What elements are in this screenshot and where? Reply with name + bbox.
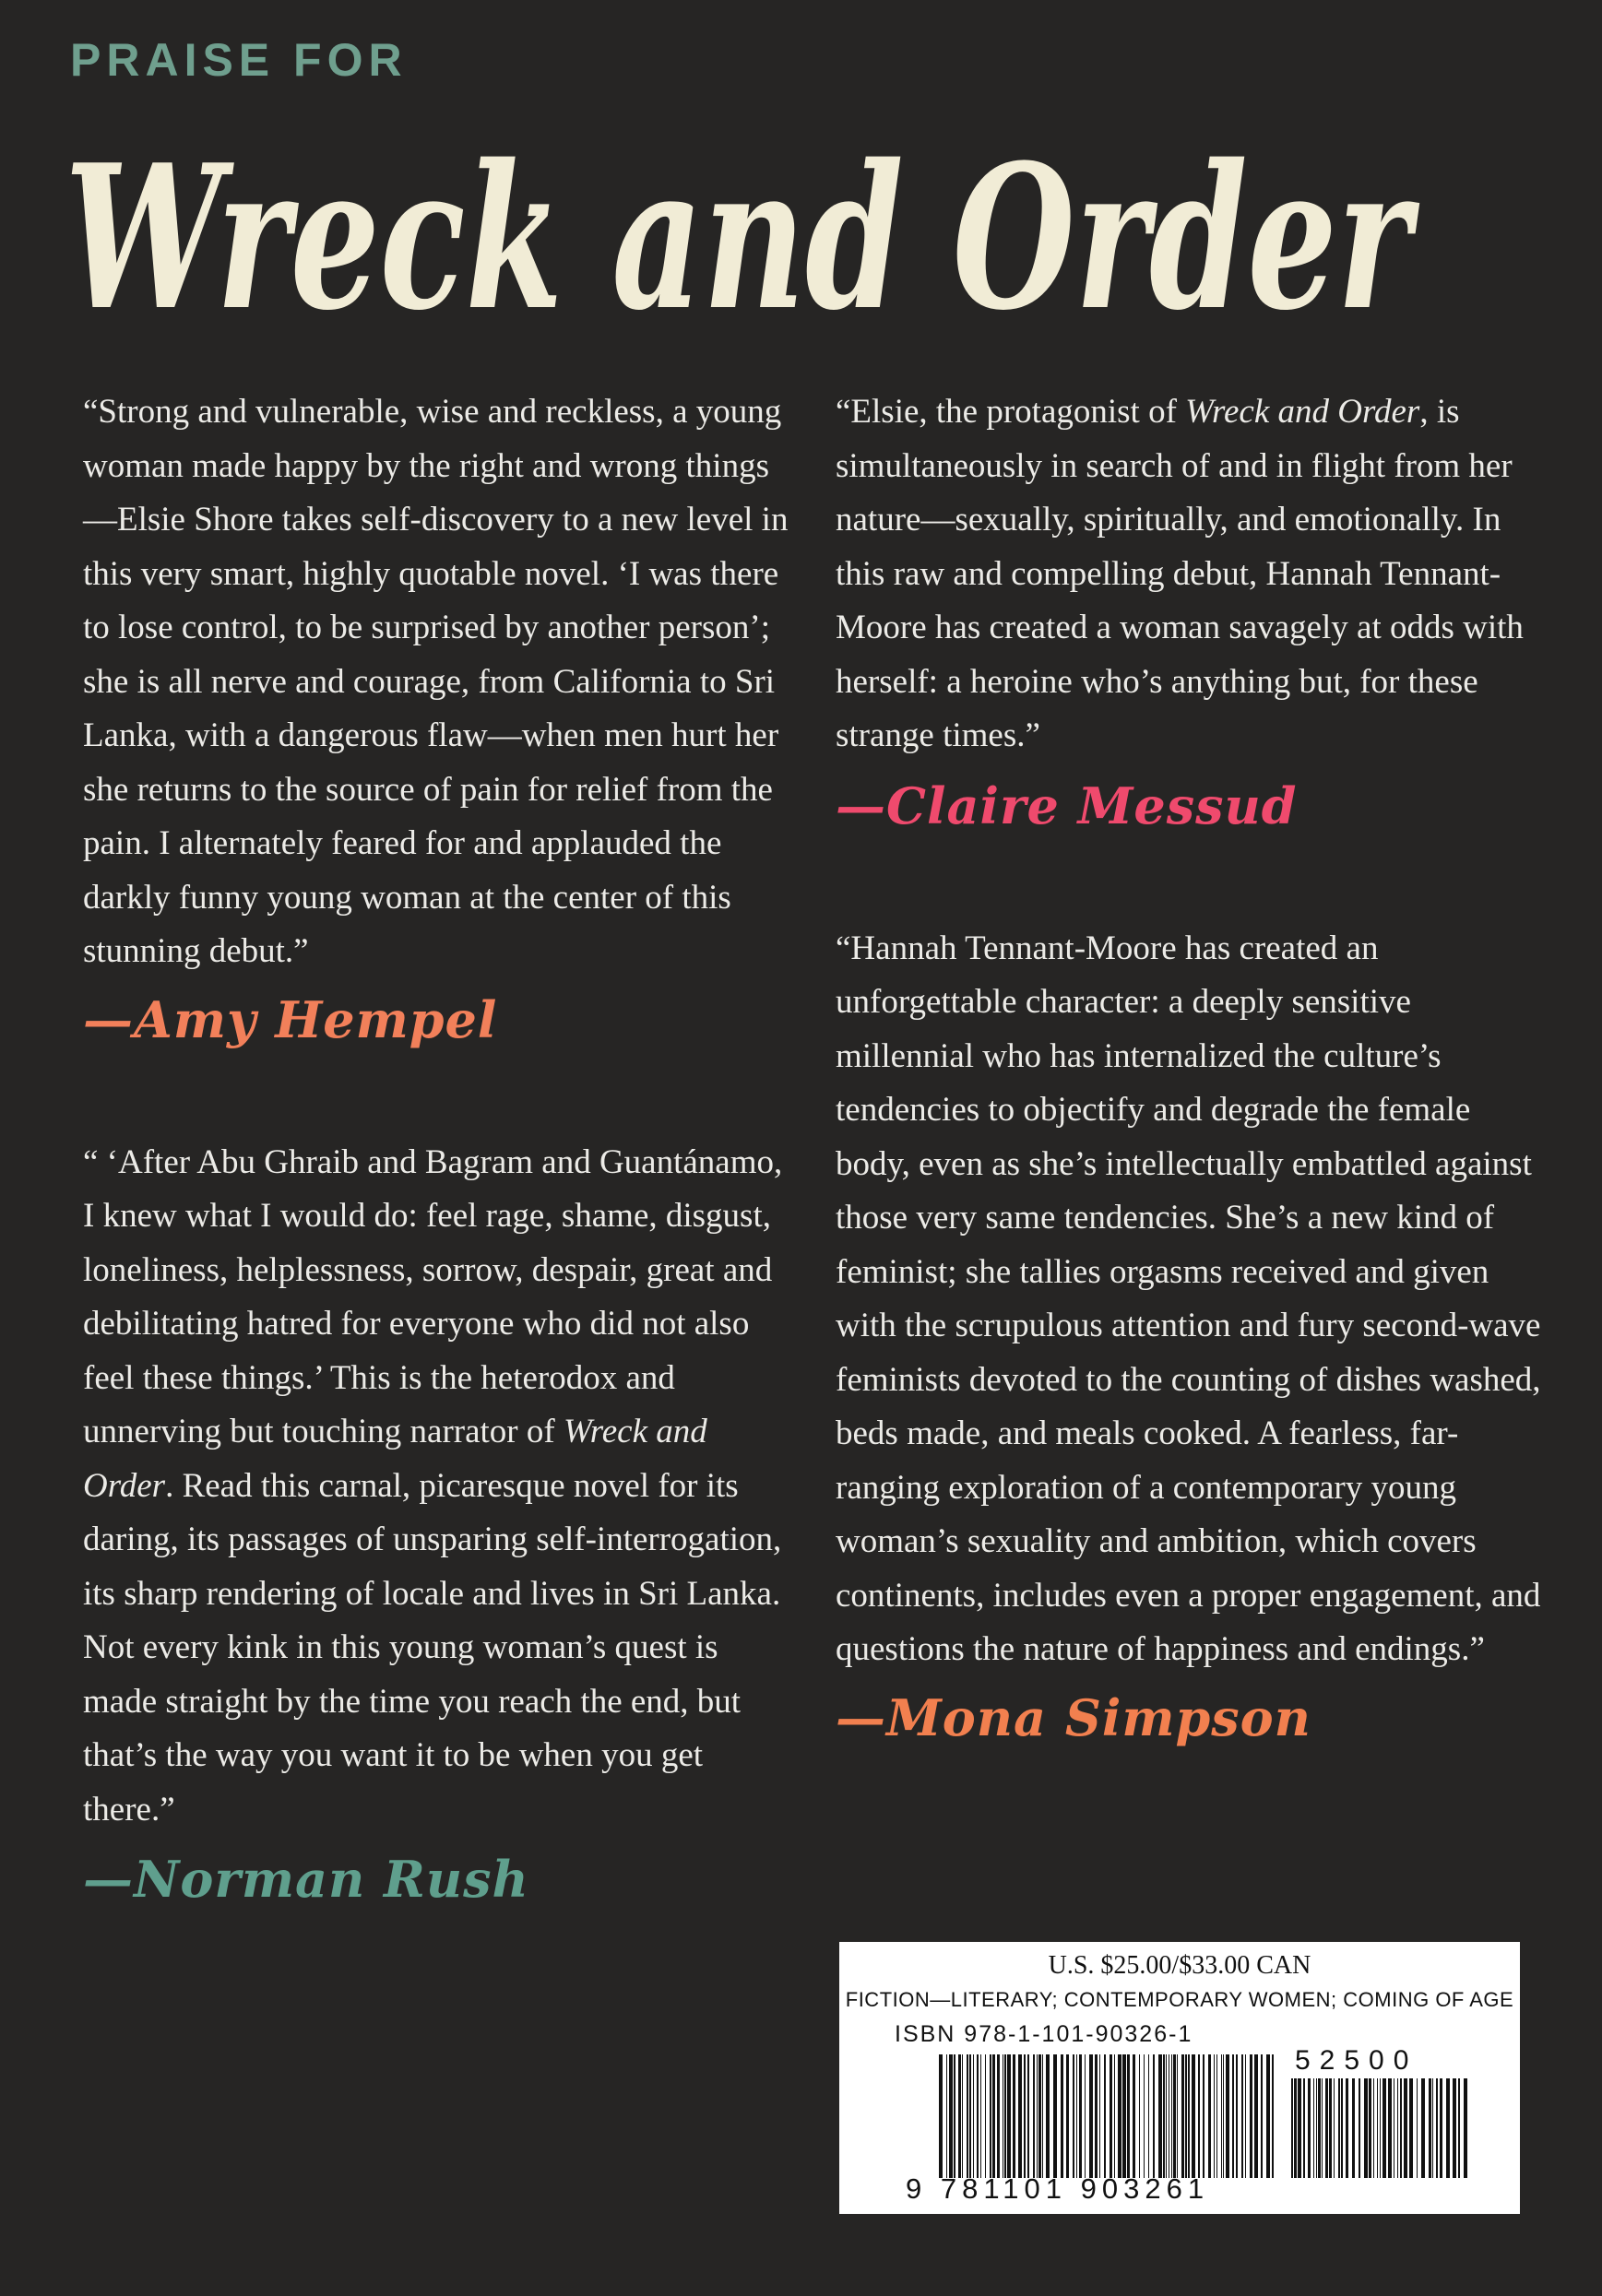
barcode-bar bbox=[1216, 2054, 1217, 2178]
barcode-bar bbox=[1245, 2054, 1246, 2178]
barcode-bar bbox=[1110, 2054, 1112, 2178]
barcode-bar bbox=[1369, 2078, 1371, 2178]
barcode-bar bbox=[992, 2054, 995, 2178]
barcode-bar bbox=[973, 2054, 974, 2178]
barcode-bar bbox=[1099, 2054, 1100, 2178]
quote-text: , is simultaneously in search of and in flight from her nature—sexually, spiritually, and emotionally. In this raw and compelling debut, Hannah Tennant-Moore has created a woman savagely at odds with herself: a heroine who’s anything but, for these strange times.” bbox=[836, 393, 1524, 754]
barcode-bar bbox=[1171, 2054, 1172, 2178]
barcode-bar bbox=[1298, 2078, 1301, 2178]
barcode-bar bbox=[1338, 2078, 1340, 2178]
barcode-bar bbox=[1417, 2078, 1418, 2178]
barcode-box bbox=[839, 1942, 1520, 2214]
book-title-italic: Wreck and Order bbox=[83, 1413, 707, 1505]
ean-barcode bbox=[939, 2054, 1276, 2178]
barcode-bar bbox=[1177, 2054, 1178, 2178]
right-column bbox=[836, 385, 1555, 1755]
barcode-bar bbox=[958, 2054, 961, 2178]
barcode-bar bbox=[1198, 2054, 1200, 2178]
barcode-bar bbox=[1266, 2054, 1270, 2178]
barcode-bar bbox=[962, 2054, 963, 2178]
barcode-bar bbox=[1073, 2054, 1074, 2178]
barcode-bar bbox=[1066, 2054, 1069, 2178]
barcode-bar bbox=[1429, 2078, 1431, 2178]
barcode-bar bbox=[954, 2054, 955, 2178]
barcode-bar bbox=[1436, 2078, 1438, 2178]
barcode-bar bbox=[1095, 2054, 1098, 2178]
quote-text: “ ‘After Abu Ghraib and Bagram and Guantánamo, I knew what I would do: feel rage, shame, disgust, loneliness, helplessness, sorrow, despair, great and debilitating hatred for everyone who did not also feel these things.’ This is the heterodox and unnerving but touching narrator of bbox=[83, 1142, 783, 1450]
barcode-bar bbox=[1236, 2054, 1238, 2178]
barcode-bar bbox=[1114, 2054, 1115, 2178]
barcode-bar bbox=[1446, 2078, 1450, 2178]
barcode-bar bbox=[980, 2054, 981, 2178]
barcode-bar bbox=[1221, 2054, 1222, 2178]
quote-norman-rush bbox=[83, 1136, 784, 1838]
barcode-bar bbox=[1214, 2054, 1215, 2178]
barcode-bar bbox=[1089, 2054, 1093, 2178]
barcode-bar bbox=[1346, 2078, 1348, 2178]
barcode-bar bbox=[1316, 2078, 1317, 2178]
barcode-bar bbox=[967, 2054, 968, 2178]
barcode-bar bbox=[1364, 2078, 1368, 2178]
barcode-bar bbox=[1033, 2054, 1035, 2178]
barcode-bar bbox=[1038, 2054, 1041, 2178]
barcode-bar bbox=[1163, 2054, 1165, 2178]
barcode-bar bbox=[1061, 2054, 1063, 2178]
barcode-bar bbox=[1409, 2078, 1413, 2178]
barcode-bar bbox=[1133, 2054, 1135, 2178]
barcode-bar bbox=[1464, 2078, 1467, 2178]
barcode-bar bbox=[1024, 2054, 1026, 2178]
barcode-bar bbox=[1173, 2054, 1176, 2178]
barcode-bar bbox=[1037, 2054, 1038, 2178]
barcode-bar bbox=[1181, 2054, 1184, 2178]
quote-claire-messud bbox=[836, 385, 1541, 763]
barcode-bar bbox=[939, 2054, 943, 2178]
barcode-bar bbox=[1027, 2054, 1029, 2178]
barcode-bar bbox=[1373, 2078, 1374, 2178]
quote-text: “Strong and vulnerable, wise and reckless, a young woman made happy by the right and wrong things—Elsie Shore takes self-discovery to a new level in this very smart, highly quotable novel. ‘I was there to lose control, to be surprised by another person’; she is all nerve and courage, from California to Sri Lanka, with a dangerous flaw—when men hurt her she returns to the source of pain for relief from the pain. I alternately feared for and applauded the darkly funny young woman at the center of this stunning debut.” bbox=[83, 393, 789, 970]
barcode-bar bbox=[1122, 2054, 1126, 2178]
barcode-bar bbox=[1377, 2078, 1378, 2178]
barcode-bar bbox=[1440, 2078, 1442, 2178]
barcode-bar bbox=[1013, 2054, 1015, 2178]
barcode-bar bbox=[1388, 2078, 1392, 2178]
barcode-bar bbox=[1203, 2054, 1204, 2178]
barcode-bar bbox=[1334, 2078, 1335, 2178]
barcode-bar bbox=[1208, 2054, 1211, 2178]
barcode-bar bbox=[1341, 2078, 1343, 2178]
barcode-bar bbox=[1076, 2054, 1077, 2178]
praise-for-label: PRAISE FOR bbox=[70, 34, 408, 86]
barcode-bar bbox=[946, 2054, 947, 2178]
category-text: FICTION—LITERARY; CONTEMPORARY WOMEN; COMING OF AGE bbox=[845, 1988, 1514, 2011]
barcode-bar bbox=[1004, 2054, 1006, 2178]
barcode-bar bbox=[1127, 2054, 1130, 2178]
barcode-bar bbox=[1053, 2054, 1057, 2178]
barcode-bar bbox=[1166, 2054, 1167, 2178]
author-amy-hempel: —Amy Hempel bbox=[83, 989, 498, 1049]
quote-text: “Elsie, the protagonist of bbox=[836, 393, 1186, 431]
barcode-bar bbox=[1079, 2054, 1082, 2178]
quote-mona-simpson bbox=[836, 922, 1550, 1677]
barcode-bar bbox=[997, 2054, 1000, 2178]
author-mona-simpson: —Mona Simpson bbox=[836, 1687, 1311, 1747]
barcode-bar bbox=[1188, 2054, 1190, 2178]
barcode-bar bbox=[1192, 2054, 1195, 2178]
barcode-bar bbox=[1118, 2054, 1121, 2178]
barcode-bar bbox=[1380, 2078, 1381, 2178]
barcode-bar bbox=[1400, 2078, 1402, 2178]
barcode-bar bbox=[977, 2054, 979, 2178]
barcode-bar bbox=[1104, 2054, 1106, 2178]
book-title-text: Wreck and Order bbox=[65, 121, 1420, 354]
barcode-bar bbox=[1223, 2054, 1224, 2178]
barcode-bar bbox=[1046, 2054, 1050, 2178]
barcode-bar bbox=[1421, 2078, 1425, 2178]
price-text: U.S. $25.00/$33.00 CAN bbox=[1048, 1951, 1311, 1980]
barcode-bar bbox=[1359, 2078, 1360, 2178]
barcode-bar bbox=[1397, 2078, 1398, 2178]
barcode-bar bbox=[1453, 2078, 1456, 2178]
barcode-bar bbox=[1153, 2054, 1155, 2178]
barcode-bar bbox=[1303, 2078, 1305, 2178]
barcode-bar bbox=[949, 2054, 953, 2178]
barcode-bar bbox=[1329, 2078, 1332, 2178]
barcode-bar bbox=[1458, 2078, 1460, 2178]
barcode-bar bbox=[1007, 2054, 1011, 2178]
barcode-bar bbox=[1250, 2054, 1252, 2178]
barcode-bar bbox=[1144, 2054, 1145, 2178]
barcode-bar bbox=[1313, 2078, 1314, 2178]
addon-barcode bbox=[1291, 2078, 1468, 2178]
quote-amy-hempel bbox=[83, 385, 793, 979]
barcode-bar bbox=[1308, 2078, 1311, 2178]
left-column bbox=[83, 385, 802, 1916]
barcode-bar bbox=[1261, 2054, 1263, 2178]
barcode-bar bbox=[1139, 2054, 1140, 2178]
barcode-bar bbox=[990, 2054, 991, 2178]
barcode-bar bbox=[1352, 2078, 1355, 2178]
barcode-bar bbox=[969, 2054, 971, 2178]
author-norman-rush: —Norman Rush bbox=[83, 1850, 529, 1909]
isbn-text: ISBN 978-1-101-90326-1 bbox=[895, 2021, 1193, 2047]
barcode-bar bbox=[1322, 2078, 1323, 2178]
barcode-bar bbox=[1404, 2078, 1407, 2178]
barcode-bar bbox=[1018, 2054, 1022, 2178]
barcode-bar bbox=[1294, 2078, 1297, 2178]
barcode-bar bbox=[985, 2054, 986, 2178]
barcode-bar bbox=[1085, 2054, 1086, 2178]
barcode-bar bbox=[1254, 2054, 1258, 2178]
barcode-bar bbox=[1382, 2078, 1386, 2178]
barcode-bar bbox=[1325, 2078, 1328, 2178]
barcode-bar bbox=[1226, 2054, 1229, 2178]
author-claire-messud: —Claire Messud bbox=[836, 775, 1298, 835]
barcode-bar bbox=[1272, 2054, 1274, 2178]
quote-text: “Hannah Tennant-Moore has created an unforgettable character: a deeply sensitive millennial who has internalized the culture’s tendencies to objectify and degrade the female body, even as she’s intellectually embattled against those very same tendencies. She’s a new kind of feminist; she tallies orgasms received and given with the scrupulous attention and fury second-wave feminists devoted to the counting of dishes washed, beds made, and meals cooked. A fearless, far-ranging exploration of a contemporary young woman’s sexuality and ambition, which covers continents, includes even a proper engagement, and questions the nature of happiness and endings.” bbox=[836, 929, 1541, 1668]
barcode-bar bbox=[1241, 2054, 1243, 2178]
quote-text: . Read this carnal, picaresque novel for its daring, its passages of unsparing self-interrogation, its sharp rendering of locale and lives in Sri Lanka. Not every kink in this young woman’s quest is made straight by the time you reach the end, but that’s the way you want it to be when you get there.” bbox=[83, 1466, 782, 1829]
barcode-bar bbox=[1185, 2054, 1187, 2178]
barcode-bar bbox=[1432, 2078, 1433, 2178]
barcode-bar bbox=[1291, 2078, 1293, 2178]
barcode-bar bbox=[1158, 2054, 1162, 2178]
book-title-italic: Wreck and Order bbox=[1185, 393, 1420, 431]
barcode-bar bbox=[1042, 2054, 1043, 2178]
addon-digits: 52500 bbox=[1295, 2045, 1418, 2076]
ean-digits: 9 781101 903261 bbox=[906, 2172, 1210, 2205]
barcode-bar bbox=[1232, 2054, 1234, 2178]
barcode-bar bbox=[1318, 2078, 1321, 2178]
book-title-lettering bbox=[55, 109, 1439, 358]
barcode-bar bbox=[1148, 2054, 1149, 2178]
